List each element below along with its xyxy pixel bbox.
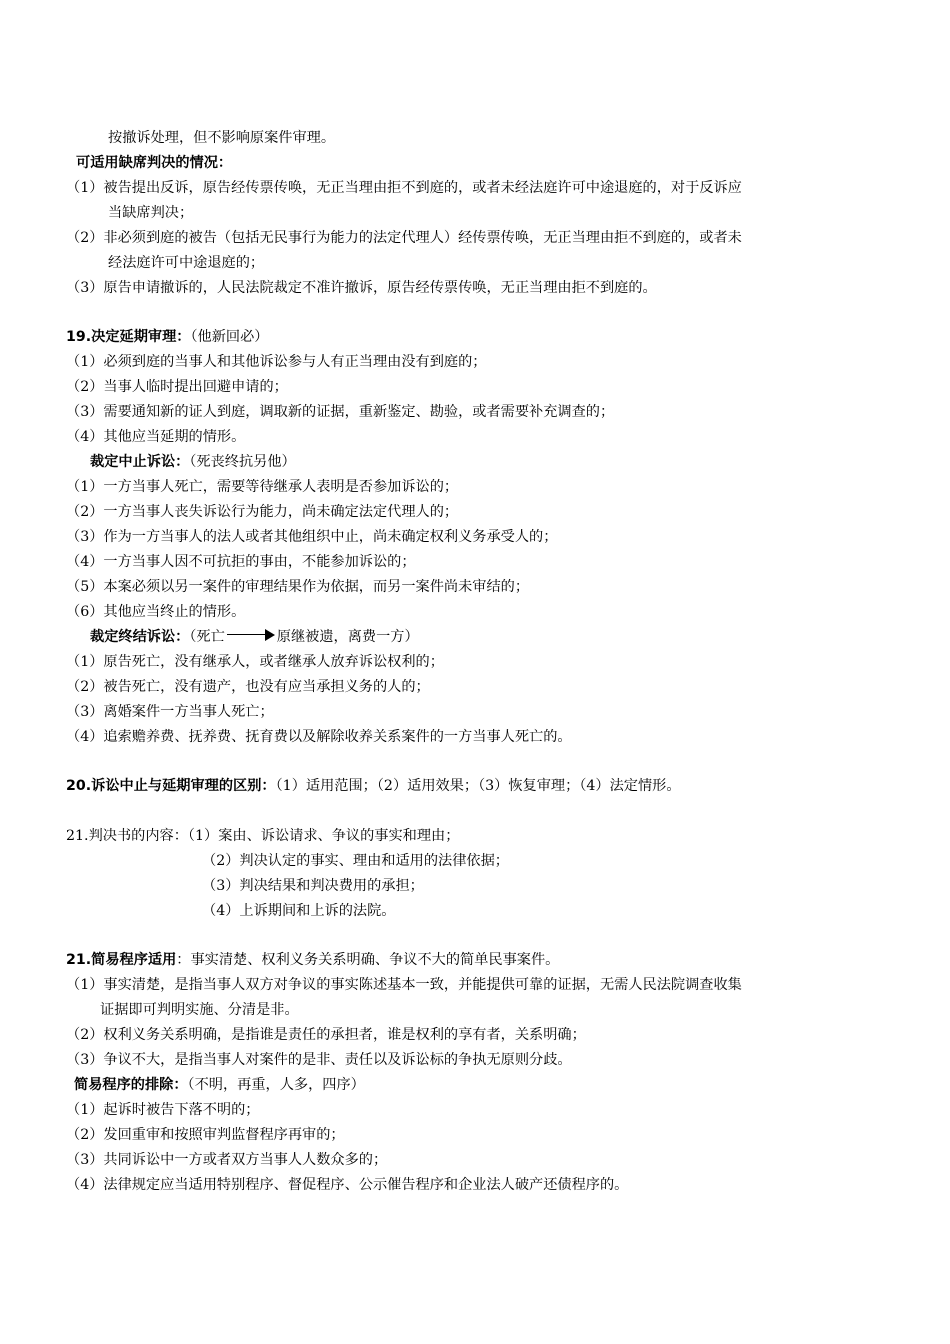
- list-item: （1）原告死亡，没有继承人，或者继承人放弃诉讼权利的；: [66, 654, 444, 670]
- list-item: （3）争议不大，是指当事人对案件的是非、责任以及诉讼标的争执无原则分歧。: [66, 1052, 572, 1068]
- list-item: 证据即可判明实施、分清是非。: [100, 1002, 299, 1018]
- section-20-heading: [66, 776, 681, 796]
- list-item: （2）被告死亡，没有遗产，也没有应当承担义务的人的；: [66, 679, 430, 695]
- list-item: （4）法律规定应当适用特别程序、督促程序、公示催告程序和企业法人破产还债程序的。: [66, 1177, 629, 1193]
- list-item: （1）事实清楚，是指当事人双方对争议的事实陈述基本一致，并能提供可靠的证据，无需人民法院调查收集: [66, 977, 742, 993]
- subsection-title: 裁定中止诉讼：: [90, 454, 190, 470]
- suspension-heading: [90, 452, 296, 472]
- section-21-judgment-heading: [66, 826, 459, 846]
- list-item: （1）一方当事人死亡，需要等待继承人表明是否参加诉讼的；: [66, 479, 459, 495]
- list-item: （4）其他应当延期的情形。: [66, 429, 246, 445]
- list-item: （1）案由、诉讼请求、争议的事实和理由；: [187, 828, 460, 844]
- list-item: （3）原告申请撤诉的，人民法院裁定不准许撤诉，原告经传票传唤，无正当理由拒不到庭的。: [66, 280, 657, 296]
- list-item: （3）判决结果和判决费用的承担；: [202, 878, 424, 894]
- section-21-simplified-heading: [66, 950, 559, 970]
- continuation-line: 按撤诉处理，但不影响原案件审理。: [108, 130, 336, 146]
- mnemonic-prefix: （死亡: [189, 629, 225, 645]
- section-number: 21.: [66, 828, 89, 844]
- list-item: （2）非必须到庭的被告（包括无民事行为能力的法定代理人）经传票传唤，无正当理由拒不到庭的，或者未: [66, 230, 742, 246]
- section-title: 决定延期审理：: [91, 329, 191, 345]
- arrow-right-icon: [227, 628, 275, 642]
- list-item: （6）其他应当终止的情形。: [66, 604, 246, 620]
- list-item: （2）判决认定的事实、理由和适用的法律依据；: [202, 853, 509, 869]
- list-item: （2）当事人临时提出回避申请的；: [66, 379, 288, 395]
- list-item: （4）一方当事人因不可抗拒的事由，不能参加诉讼的；: [66, 554, 416, 570]
- section-number: 20.: [66, 778, 92, 794]
- list-item: （1）起诉时被告下落不明的；: [66, 1102, 260, 1118]
- mnemonic: （他新回必）: [190, 329, 269, 345]
- list-item: （4）追索赡养费、抚养费、抚育费以及解除收养关系案件的一方当事人死亡的。: [66, 729, 572, 745]
- section-number: 21.: [66, 952, 92, 968]
- list-item: （2）一方当事人丧失诉讼行为能力，尚未确定法定代理人的；: [66, 504, 459, 520]
- list-item: （3）作为一方当事人的法人或者其他组织中止，尚未确定权利义务承受人的；: [66, 529, 558, 545]
- section-text: （1）适用范围；（2）适用效果；（3）恢复审理；（4）法定情形。: [275, 778, 681, 794]
- subsection-title: 裁定终结诉讼：: [90, 629, 190, 645]
- list-item: （3）需要通知新的证人到庭，调取新的证据，重新鉴定、勘验，或者需要补充调查的；: [66, 404, 615, 420]
- list-item: （3）离婚案件一方当事人死亡；: [66, 704, 274, 720]
- list-item: （2）权利义务关系明确，是指谁是责任的承担者，谁是权利的享有者，关系明确；: [66, 1027, 586, 1043]
- subsection-title: 简易程序的排除：: [74, 1077, 188, 1093]
- list-item: 当缺席判决；: [108, 205, 194, 221]
- section-19-heading: [66, 327, 269, 347]
- list-item: （1）被告提出反诉，原告经传票传唤，无正当理由拒不到庭的，或者未经法庭许可中途退庭的，对于反诉应: [66, 180, 742, 196]
- list-item: （4）上诉期间和上诉的法院。: [202, 903, 396, 919]
- list-item: （1）必须到庭的当事人和其他诉讼参与人有正当理由没有到庭的；: [66, 354, 487, 370]
- exclusion-heading: [74, 1075, 365, 1095]
- mnemonic-suffix: 原继被遗，离费一方）: [276, 629, 419, 645]
- section-title: 判决书的内容：: [88, 828, 188, 844]
- section-title: 诉讼中止与延期审理的区别：: [91, 778, 276, 794]
- section-title: 简易程序适用: [91, 952, 177, 968]
- mnemonic: （不明，再重，人多，四序）: [187, 1077, 365, 1093]
- mnemonic: （死丧终抗另他）: [189, 454, 296, 470]
- default-judgment-heading: 可适用缺席判决的情况：: [76, 155, 233, 171]
- list-item: （3）共同诉讼中一方或者双方当事人人数众多的；: [66, 1152, 388, 1168]
- list-item: （5）本案必须以另一案件的审理结果作为依据，而另一案件尚未审结的；: [66, 579, 530, 595]
- list-item: （2）发回重审和按照审判监督程序再审的；: [66, 1127, 345, 1143]
- section-number: 19.: [66, 329, 92, 345]
- section-text: ：事实清楚、权利义务关系明确、争议不大的简单民事案件。: [176, 952, 560, 968]
- termination-heading: [90, 627, 419, 647]
- list-item: 经法庭许可中途退庭的；: [108, 255, 265, 271]
